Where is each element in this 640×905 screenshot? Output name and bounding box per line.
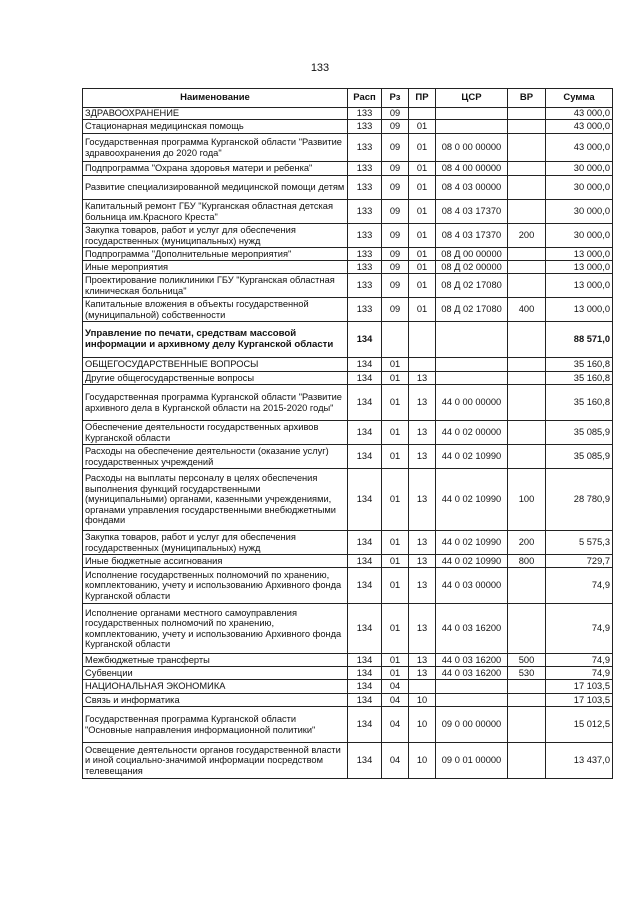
cell-rasp: 134	[348, 469, 382, 531]
cell-rz: 01	[382, 568, 409, 604]
table-row	[83, 707, 613, 743]
cell-rasp: 134	[348, 322, 382, 358]
cell-rz: 04	[382, 707, 409, 743]
cell-csr: 44 0 02 10990	[436, 445, 508, 469]
cell-pr: 13	[409, 372, 436, 385]
table-row	[83, 298, 613, 322]
cell-rasp: 134	[348, 358, 382, 372]
cell-sum: 35 160,8	[546, 358, 613, 372]
page-number: 133	[310, 62, 330, 74]
cell-rz: 09	[382, 176, 409, 200]
cell-vr	[508, 372, 546, 385]
cell-pr: 01	[409, 200, 436, 224]
table-row	[83, 358, 613, 372]
cell-vr: 530	[508, 667, 546, 680]
cell-pr	[409, 322, 436, 358]
cell-pr: 13	[409, 421, 436, 445]
cell-sum: 43 000,0	[546, 120, 613, 134]
cell-rz: 01	[382, 469, 409, 531]
cell-vr	[508, 385, 546, 421]
cell-pr: 01	[409, 176, 436, 200]
cell-pr: 13	[409, 385, 436, 421]
cell-name: Расходы на выплаты персоналу в целях обеспечения выполнения функций государственными (муниципальными) органами, казенными учреждениями, органами управления государственными внебюджетными фондами	[83, 469, 348, 531]
cell-rz: 09	[382, 224, 409, 248]
cell-vr	[508, 108, 546, 120]
cell-rasp: 134	[348, 680, 382, 694]
cell-name: Стационарная медицинская помощь	[83, 120, 348, 134]
cell-rz: 01	[382, 654, 409, 667]
cell-sum: 35 085,9	[546, 421, 613, 445]
cell-vr	[508, 120, 546, 134]
cell-pr: 10	[409, 743, 436, 779]
cell-vr	[508, 261, 546, 274]
cell-rasp: 134	[348, 531, 382, 555]
cell-rasp: 134	[348, 555, 382, 568]
cell-name: Субвенции	[83, 667, 348, 680]
cell-pr: 01	[409, 120, 436, 134]
table-row	[83, 108, 613, 120]
table-row	[83, 385, 613, 421]
cell-vr: 100	[508, 469, 546, 531]
cell-rasp: 133	[348, 298, 382, 322]
cell-csr: 08 0 00 00000	[436, 134, 508, 162]
cell-vr	[508, 445, 546, 469]
cell-name: Государственная программа Курганской области "Основные направления информационной политики"	[83, 707, 348, 743]
col-rasp-header: Расп	[348, 89, 382, 108]
cell-rz: 01	[382, 604, 409, 654]
cell-sum: 13 437,0	[546, 743, 613, 779]
cell-sum: 15 012,5	[546, 707, 613, 743]
cell-pr: 13	[409, 531, 436, 555]
cell-rasp: 134	[348, 667, 382, 680]
cell-rasp: 133	[348, 274, 382, 298]
cell-vr	[508, 568, 546, 604]
cell-csr: 44 0 02 10990	[436, 531, 508, 555]
cell-sum: 17 103,5	[546, 680, 613, 694]
cell-vr: 800	[508, 555, 546, 568]
cell-name: Исполнение государственных полномочий по хранению, комплектованию, учету и использованию Архивного фонда Курганской области	[83, 568, 348, 604]
cell-rz: 09	[382, 108, 409, 120]
cell-vr	[508, 134, 546, 162]
cell-csr: 44 0 03 00000	[436, 568, 508, 604]
cell-pr: 13	[409, 568, 436, 604]
cell-rz: 09	[382, 120, 409, 134]
cell-rz: 09	[382, 298, 409, 322]
cell-name: Закупка товаров, работ и услуг для обеспечения государственных (муниципальных) нужд	[83, 531, 348, 555]
cell-rasp: 134	[348, 372, 382, 385]
cell-name: Исполнение органами местного самоуправления государственных полномочий по хранению, комплектованию, учету и использованию Архивного фонда Курганской области	[83, 604, 348, 654]
cell-csr	[436, 694, 508, 707]
cell-rz: 09	[382, 248, 409, 261]
cell-rz: 01	[382, 421, 409, 445]
cell-vr	[508, 274, 546, 298]
cell-rz: 01	[382, 358, 409, 372]
cell-rz: 01	[382, 372, 409, 385]
cell-csr: 44 0 03 16200	[436, 654, 508, 667]
cell-sum: 88 571,0	[546, 322, 613, 358]
cell-pr: 10	[409, 694, 436, 707]
table-row	[83, 421, 613, 445]
cell-csr: 08 Д 02 17080	[436, 298, 508, 322]
table-row	[83, 274, 613, 298]
cell-vr	[508, 322, 546, 358]
cell-rasp: 133	[348, 134, 382, 162]
cell-csr	[436, 108, 508, 120]
cell-rasp: 134	[348, 445, 382, 469]
cell-rz: 01	[382, 531, 409, 555]
cell-csr: 44 0 03 16200	[436, 604, 508, 654]
cell-sum: 74,9	[546, 667, 613, 680]
cell-sum: 35 085,9	[546, 445, 613, 469]
table-row	[83, 200, 613, 224]
cell-name: Капитальные вложения в объекты государственной (муниципальной) собственности	[83, 298, 348, 322]
cell-name: Обеспечение деятельности государственных архивов Курганской области	[83, 421, 348, 445]
cell-vr	[508, 694, 546, 707]
cell-csr: 44 0 02 00000	[436, 421, 508, 445]
cell-vr	[508, 680, 546, 694]
cell-name: Развитие специализированной медицинской помощи детям	[83, 176, 348, 200]
cell-sum: 30 000,0	[546, 176, 613, 200]
cell-name: Освещение деятельности органов государственной власти и иной социально-значимой информации посредством телевещания	[83, 743, 348, 779]
cell-rasp: 134	[348, 421, 382, 445]
table-row	[83, 604, 613, 654]
table-row	[83, 248, 613, 261]
cell-csr: 44 0 03 16200	[436, 667, 508, 680]
cell-rz: 09	[382, 134, 409, 162]
cell-rz: 04	[382, 743, 409, 779]
table-row	[83, 694, 613, 707]
cell-csr	[436, 322, 508, 358]
cell-rz: 04	[382, 694, 409, 707]
table-row	[83, 667, 613, 680]
cell-rz: 09	[382, 261, 409, 274]
table-row	[83, 120, 613, 134]
cell-vr	[508, 358, 546, 372]
cell-pr	[409, 108, 436, 120]
cell-vr: 500	[508, 654, 546, 667]
cell-rasp: 134	[348, 568, 382, 604]
cell-sum: 35 160,8	[546, 372, 613, 385]
cell-vr	[508, 421, 546, 445]
col-vr-header: ВР	[508, 89, 546, 108]
cell-name: Государственная программа Курганской области "Развитие архивного дела в Курганской области на 2015-2020 годы"	[83, 385, 348, 421]
cell-csr: 44 0 02 10990	[436, 555, 508, 568]
cell-csr: 09 0 01 00000	[436, 743, 508, 779]
table-row	[83, 555, 613, 568]
cell-rasp: 133	[348, 248, 382, 261]
table-row	[83, 176, 613, 200]
table-row	[83, 568, 613, 604]
cell-vr	[508, 162, 546, 176]
table-row	[83, 224, 613, 248]
cell-rz: 04	[382, 680, 409, 694]
cell-csr: 44 0 00 00000	[436, 385, 508, 421]
cell-rasp: 134	[348, 654, 382, 667]
cell-vr	[508, 604, 546, 654]
cell-sum: 13 000,0	[546, 248, 613, 261]
cell-vr	[508, 176, 546, 200]
table-row	[83, 531, 613, 555]
cell-rz: 01	[382, 667, 409, 680]
cell-vr: 200	[508, 224, 546, 248]
header-row	[83, 89, 613, 108]
cell-pr	[409, 680, 436, 694]
cell-name: НАЦИОНАЛЬНАЯ ЭКОНОМИКА	[83, 680, 348, 694]
cell-rasp: 134	[348, 707, 382, 743]
col-rz-header: Рз	[382, 89, 409, 108]
cell-rz: 09	[382, 274, 409, 298]
cell-rasp: 134	[348, 604, 382, 654]
cell-rz: 09	[382, 200, 409, 224]
cell-csr: 08 Д 02 17080	[436, 274, 508, 298]
cell-rasp: 134	[348, 694, 382, 707]
cell-pr: 13	[409, 654, 436, 667]
cell-csr: 44 0 02 10990	[436, 469, 508, 531]
cell-csr	[436, 372, 508, 385]
cell-pr: 13	[409, 667, 436, 680]
cell-sum: 28 780,9	[546, 469, 613, 531]
cell-rz: 09	[382, 162, 409, 176]
table-row	[83, 654, 613, 667]
cell-sum: 43 000,0	[546, 134, 613, 162]
table-row	[83, 134, 613, 162]
cell-pr: 01	[409, 162, 436, 176]
cell-name: Государственная программа Курганской области "Развитие здравоохранения до 2020 года"	[83, 134, 348, 162]
cell-sum: 17 103,5	[546, 694, 613, 707]
cell-rasp: 133	[348, 120, 382, 134]
cell-name: Связь и информатика	[83, 694, 348, 707]
table-row	[83, 372, 613, 385]
cell-sum: 30 000,0	[546, 162, 613, 176]
cell-csr: 08 4 03 17370	[436, 224, 508, 248]
cell-sum: 74,9	[546, 604, 613, 654]
table-row	[83, 322, 613, 358]
cell-rasp: 133	[348, 108, 382, 120]
cell-sum: 13 000,0	[546, 261, 613, 274]
col-csr-header: ЦСР	[436, 89, 508, 108]
cell-pr: 13	[409, 604, 436, 654]
cell-name: Управление по печати, средствам массовой информации и архивному делу Курганской области	[83, 322, 348, 358]
cell-csr: 08 4 03 00000	[436, 176, 508, 200]
cell-vr	[508, 200, 546, 224]
cell-rz: 01	[382, 555, 409, 568]
cell-vr	[508, 707, 546, 743]
cell-name: Другие общегосударственные вопросы	[83, 372, 348, 385]
table-row	[83, 261, 613, 274]
table-row	[83, 680, 613, 694]
cell-pr: 01	[409, 134, 436, 162]
cell-sum: 729,7	[546, 555, 613, 568]
cell-name: Межбюджетные трансферты	[83, 654, 348, 667]
cell-rz	[382, 322, 409, 358]
cell-sum: 13 000,0	[546, 274, 613, 298]
cell-pr: 01	[409, 248, 436, 261]
col-name-header: Наименование	[83, 89, 348, 108]
col-pr-header: ПР	[409, 89, 436, 108]
cell-sum: 5 575,3	[546, 531, 613, 555]
cell-rasp: 133	[348, 176, 382, 200]
cell-name: Проектирование поликлиники ГБУ "Курганская областная клиническая больница"	[83, 274, 348, 298]
cell-pr	[409, 358, 436, 372]
cell-vr: 200	[508, 531, 546, 555]
cell-rasp: 133	[348, 261, 382, 274]
cell-pr: 13	[409, 469, 436, 531]
cell-pr: 13	[409, 555, 436, 568]
table-row	[83, 162, 613, 176]
table-row	[83, 743, 613, 779]
cell-rasp: 134	[348, 743, 382, 779]
cell-name: Подпрограмма "Дополнительные мероприятия"	[83, 248, 348, 261]
cell-pr: 10	[409, 707, 436, 743]
cell-sum: 43 000,0	[546, 108, 613, 120]
cell-pr: 01	[409, 274, 436, 298]
cell-vr	[508, 248, 546, 261]
cell-csr	[436, 120, 508, 134]
cell-sum: 30 000,0	[546, 200, 613, 224]
cell-rasp: 133	[348, 200, 382, 224]
cell-rasp: 133	[348, 162, 382, 176]
cell-sum: 74,9	[546, 654, 613, 667]
col-sum-header: Сумма	[546, 89, 613, 108]
cell-csr: 09 0 00 00000	[436, 707, 508, 743]
cell-name: Иные бюджетные ассигнования	[83, 555, 348, 568]
cell-sum: 74,9	[546, 568, 613, 604]
cell-rasp: 133	[348, 224, 382, 248]
cell-name: Подпрограмма "Охрана здоровья матери и ребенка"	[83, 162, 348, 176]
cell-csr: 08 Д 00 00000	[436, 248, 508, 261]
table-row	[83, 469, 613, 531]
cell-csr	[436, 358, 508, 372]
cell-rz: 01	[382, 385, 409, 421]
cell-pr: 01	[409, 224, 436, 248]
cell-name: Иные мероприятия	[83, 261, 348, 274]
cell-csr	[436, 680, 508, 694]
cell-vr	[508, 743, 546, 779]
cell-name: Расходы на обеспечение деятельности (оказание услуг) государственных учреждений	[83, 445, 348, 469]
cell-vr: 400	[508, 298, 546, 322]
cell-csr: 08 Д 02 00000	[436, 261, 508, 274]
cell-rasp: 134	[348, 385, 382, 421]
cell-sum: 35 160,8	[546, 385, 613, 421]
cell-sum: 13 000,0	[546, 298, 613, 322]
cell-name: ОБЩЕГОСУДАРСТВЕННЫЕ ВОПРОСЫ	[83, 358, 348, 372]
table-row	[83, 445, 613, 469]
cell-csr: 08 4 03 17370	[436, 200, 508, 224]
cell-pr: 01	[409, 298, 436, 322]
cell-name: ЗДРАВООХРАНЕНИЕ	[83, 108, 348, 120]
cell-name: Закупка товаров, работ и услуг для обеспечения государственных (муниципальных) нужд	[83, 224, 348, 248]
cell-csr: 08 4 00 00000	[436, 162, 508, 176]
cell-name: Капитальный ремонт ГБУ "Курганская областная детская больница им.Красного Креста"	[83, 200, 348, 224]
cell-pr: 13	[409, 445, 436, 469]
cell-sum: 30 000,0	[546, 224, 613, 248]
cell-rz: 01	[382, 445, 409, 469]
budget-table	[82, 88, 613, 779]
cell-pr: 01	[409, 261, 436, 274]
